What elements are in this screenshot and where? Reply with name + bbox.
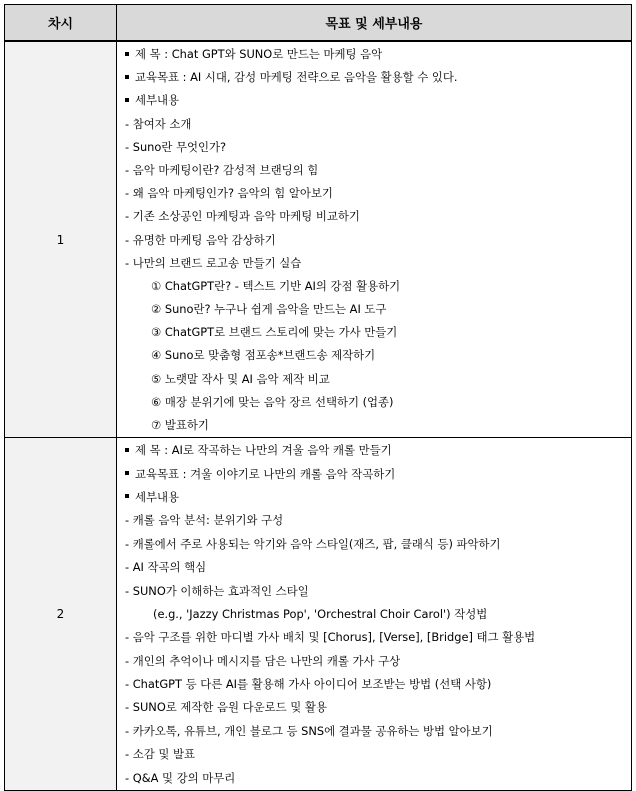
- item-text: - ChatGPT 등 다른 AI를 활용해 가사 아이디어 보조받는 방법 (선택 사항): [125, 677, 492, 692]
- detail-item: [123, 696, 631, 719]
- item-text: - 캐롤 음악 분석: 분위기와 구성: [125, 513, 284, 528]
- bullet-square-icon: [125, 448, 129, 452]
- detail-item: [123, 509, 631, 532]
- detail-item: [123, 252, 631, 275]
- item-text: - Suno란 무엇인가?: [125, 139, 227, 154]
- detail-item: [123, 767, 631, 790]
- bullet-square-icon: [125, 52, 129, 56]
- numbered-step: [123, 391, 631, 414]
- numbered-step: [123, 298, 631, 321]
- detail-item: [123, 229, 631, 252]
- bullet-item: [123, 43, 631, 66]
- item-text: - Q&A 및 강의 마무리: [125, 770, 236, 785]
- detail-item: [123, 205, 631, 228]
- bullet-square-icon: [125, 471, 129, 475]
- item-text: 세부내용: [135, 489, 180, 504]
- item-text: 제 목 : AI로 작곡하는 나만의 겨울 음악 캐롤 만들기: [135, 443, 392, 458]
- session-content: [117, 438, 631, 790]
- curriculum-table: [4, 4, 632, 791]
- detail-item: [123, 603, 631, 626]
- bullet-square-icon: [125, 98, 129, 102]
- item-text: ⑤ 노랫말 작사 및 AI 음악 제작 비교: [151, 371, 330, 386]
- item-text: ② Suno란? 누구나 쉽게 음악을 만드는 AI 도구: [151, 302, 387, 317]
- numbered-step: [123, 344, 631, 367]
- item-text: - 음악 마케팅이란? 감성적 브랜딩의 힘: [125, 162, 319, 177]
- item-text: 세부내용: [135, 93, 180, 108]
- session-number: 1: [5, 42, 117, 437]
- bullet-square-icon: [125, 75, 129, 79]
- detail-item: [123, 113, 631, 136]
- bullet-item: [123, 439, 631, 462]
- header-session: 차시: [5, 5, 117, 40]
- item-text: - 기존 소상공인 마케팅과 음악 마케팅 비교하기: [125, 209, 360, 224]
- detail-item: [123, 533, 631, 556]
- bullet-square-icon: [125, 494, 129, 498]
- detail-item: [123, 626, 631, 649]
- item-text: - 개인의 추억이나 메시지를 담은 나만의 캐롤 가사 구상: [125, 653, 401, 668]
- detail-item: [123, 556, 631, 579]
- item-text: 교육목표 : AI 시대, 감성 마케팅 전략으로 음악을 활용할 수 있다.: [135, 70, 458, 85]
- item-text: ③ ChatGPT로 브랜드 스토리에 맞는 가사 만들기: [151, 325, 398, 340]
- numbered-step: [123, 275, 631, 298]
- item-text: - 음악 구조를 위한 마디별 가사 배치 및 [Chorus], [Verse], [Bridge] 태그 활용법: [125, 630, 536, 645]
- item-text: ⑦ 발표하기: [151, 418, 209, 432]
- detail-item: [123, 159, 631, 182]
- table-row: [5, 42, 631, 438]
- item-text: - 나만의 브랜드 로고송 만들기 실습: [125, 255, 302, 270]
- header-content: 목표 및 세부내용: [325, 17, 423, 32]
- item-text: 제 목 : Chat GPT와 SUNO로 만드는 마케팅 음악: [135, 47, 383, 61]
- detail-item: [123, 720, 631, 743]
- bullet-item: [123, 486, 631, 509]
- item-text: (e.g., 'Jazzy Christmas Pop', 'Orchestral Choir Carol') 작성법: [153, 606, 488, 621]
- item-text: - 카카오톡, 유튜브, 개인 블로그 등 SNS에 결과물 공유하는 방법 알아보기: [125, 723, 493, 738]
- item-text: 교육목표 : 겨울 이야기로 나만의 캐롤 음악 작곡하기: [135, 466, 396, 481]
- detail-item: [123, 580, 631, 603]
- numbered-step: [123, 321, 631, 344]
- item-text: - 캐롤에서 주로 사용되는 악기와 음악 스타일(재즈, 팝, 클래식 등) 파악하기: [125, 536, 501, 551]
- item-text: ④ Suno로 맞춤형 점포송*브랜드송 제작하기: [151, 348, 376, 363]
- bullet-item: [123, 66, 631, 89]
- numbered-step: [123, 414, 631, 437]
- detail-item: [123, 182, 631, 205]
- detail-item: [123, 743, 631, 766]
- item-text: - SUNO로 제작한 음원 다운로드 및 활용: [125, 700, 327, 715]
- item-text: - 참여자 소개: [125, 116, 192, 131]
- item-text: ⑥ 매장 분위기에 맞는 음악 장르 선택하기 (업종): [151, 394, 394, 409]
- table-header: [5, 5, 631, 42]
- item-text: - 유명한 마케팅 음악 감상하기: [125, 232, 276, 247]
- detail-item: [123, 673, 631, 696]
- bullet-item: [123, 463, 631, 486]
- session-content: [117, 42, 631, 437]
- item-text: - AI 작곡의 핵심: [125, 560, 207, 575]
- detail-item: [123, 136, 631, 159]
- detail-item: [123, 650, 631, 673]
- numbered-step: [123, 368, 631, 391]
- item-text: ① ChatGPT란? - 텍스트 기반 AI의 강점 활용하기: [151, 278, 401, 293]
- bullet-item: [123, 89, 631, 112]
- table-row: [5, 438, 631, 790]
- item-text: - 왜 음악 마케팅인가? 음악의 힘 알아보기: [125, 186, 333, 201]
- session-number: 2: [5, 438, 117, 790]
- item-text: - 소감 및 발표: [125, 747, 195, 762]
- item-text: - SUNO가 이해하는 효과적인 스타일: [125, 583, 309, 598]
